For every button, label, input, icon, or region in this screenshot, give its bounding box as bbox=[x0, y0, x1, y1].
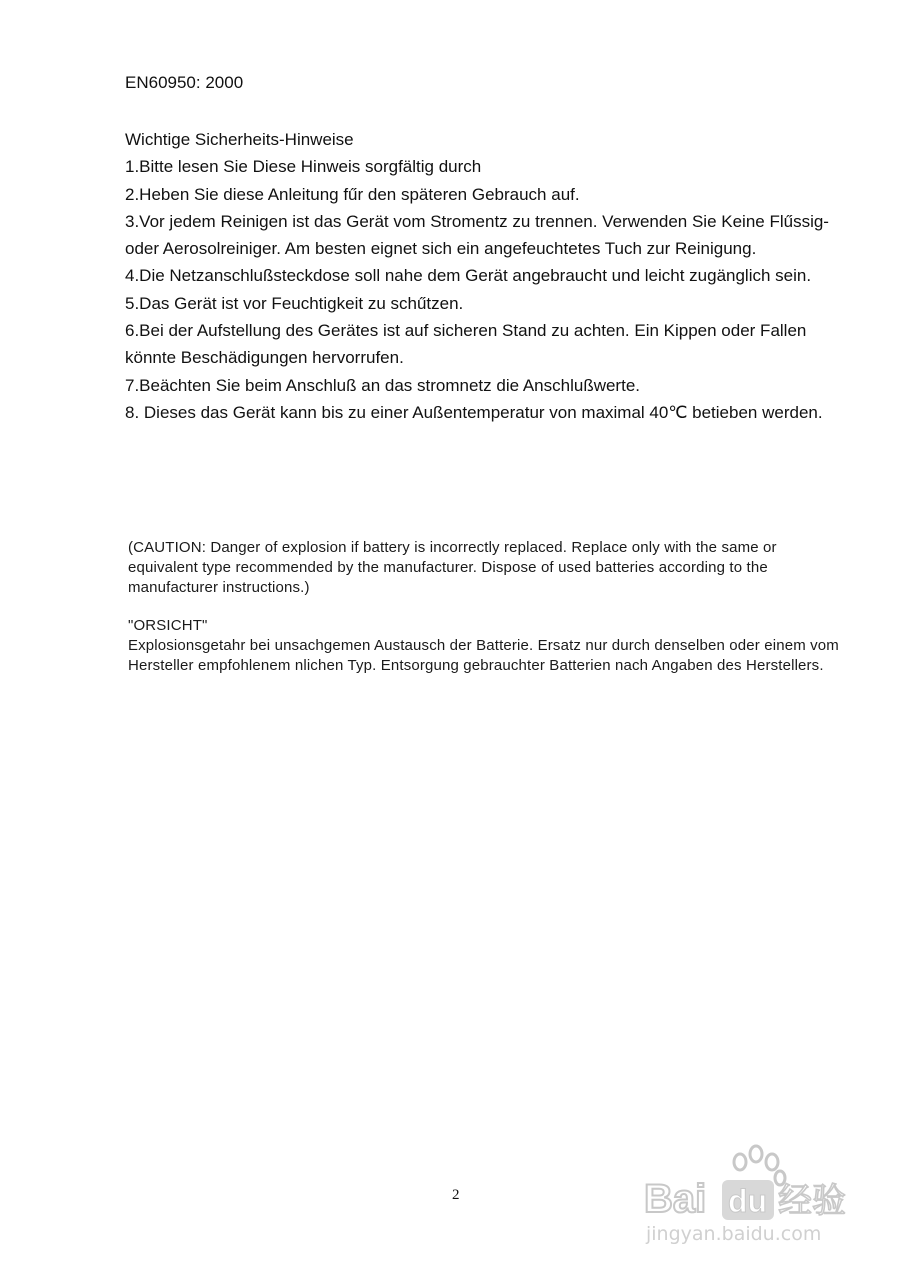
safety-notes bbox=[125, 126, 845, 426]
note-item-8: 8. Dieses das Gerät kann bis zu einer Außentemperatur von maximal 40℃ betieben werden. bbox=[125, 402, 823, 422]
baidu-jingyan-watermark bbox=[640, 1140, 860, 1250]
watermark-url: jingyan.baidu.com bbox=[646, 1223, 822, 1245]
note-item-7: 7.Beächten Sie beim Anschluß an das stromnetz die Anschlußwerte. bbox=[125, 375, 640, 395]
note-item-6: 6.Bei der Aufstellung des Gerätes ist auf sicheren Stand zu achten. Ein Kippen oder Fallen könnte Beschädigungen hervorrufen. bbox=[125, 321, 807, 368]
note-item-5: 5.Das Gerät ist vor Feuchtigkeit zu schűtzen. bbox=[125, 293, 464, 313]
watermark-jingyan-cn: 经验 bbox=[778, 1181, 846, 1221]
note-item-3: 3.Vor jedem Reinigen ist das Gerät vom Stromentz zu trennen. Verwenden Sie Keine Flűssig-oder Aerosolreiniger. Am besten eignet sich ein angefeuchtetes Tuch zur Reinigung. bbox=[125, 211, 829, 259]
caution-text: (CAUTION: Danger of explosion if battery is incorrectly replaced. Replace only with the same or equivalent type recommended by the manufacturer. Dispose of used batteries according to the manufacturer instructions.) bbox=[128, 539, 777, 596]
page-number: 2 bbox=[452, 1187, 460, 1203]
note-item-2: 2.Heben Sie diese Anleitung fűr den späteren Gebrauch auf. bbox=[125, 184, 580, 204]
note-item-4: 4.Die Netzanschlußsteckdose soll nahe dem Gerät angebraucht und leicht zugänglich sein. bbox=[125, 266, 812, 286]
standard-number: EN60950: 2000 bbox=[125, 73, 244, 92]
vorsicht-notice bbox=[128, 616, 848, 675]
watermark-bai: Bai bbox=[644, 1177, 707, 1221]
watermark-logo bbox=[640, 1140, 860, 1250]
note-item-1: 1.Bitte lesen Sie Diese Hinweis sorgfältig durch bbox=[125, 157, 482, 177]
watermark-du: du bbox=[728, 1183, 768, 1219]
notes-heading: Wichtige Sicherheits-Hinweise bbox=[125, 130, 354, 149]
caution-notice bbox=[128, 538, 848, 597]
vorsicht-title: "ORSICHT" bbox=[128, 617, 208, 634]
vorsicht-text: Explosionsgetahr bei unsachgemen Austausch der Batterie. Ersatz nur durch denselben oder einem vom Hersteller empfohlenem nlichen Typ. Entsorgung gebrauchter Batterien nach Angaben des Herstellers. bbox=[128, 636, 839, 674]
